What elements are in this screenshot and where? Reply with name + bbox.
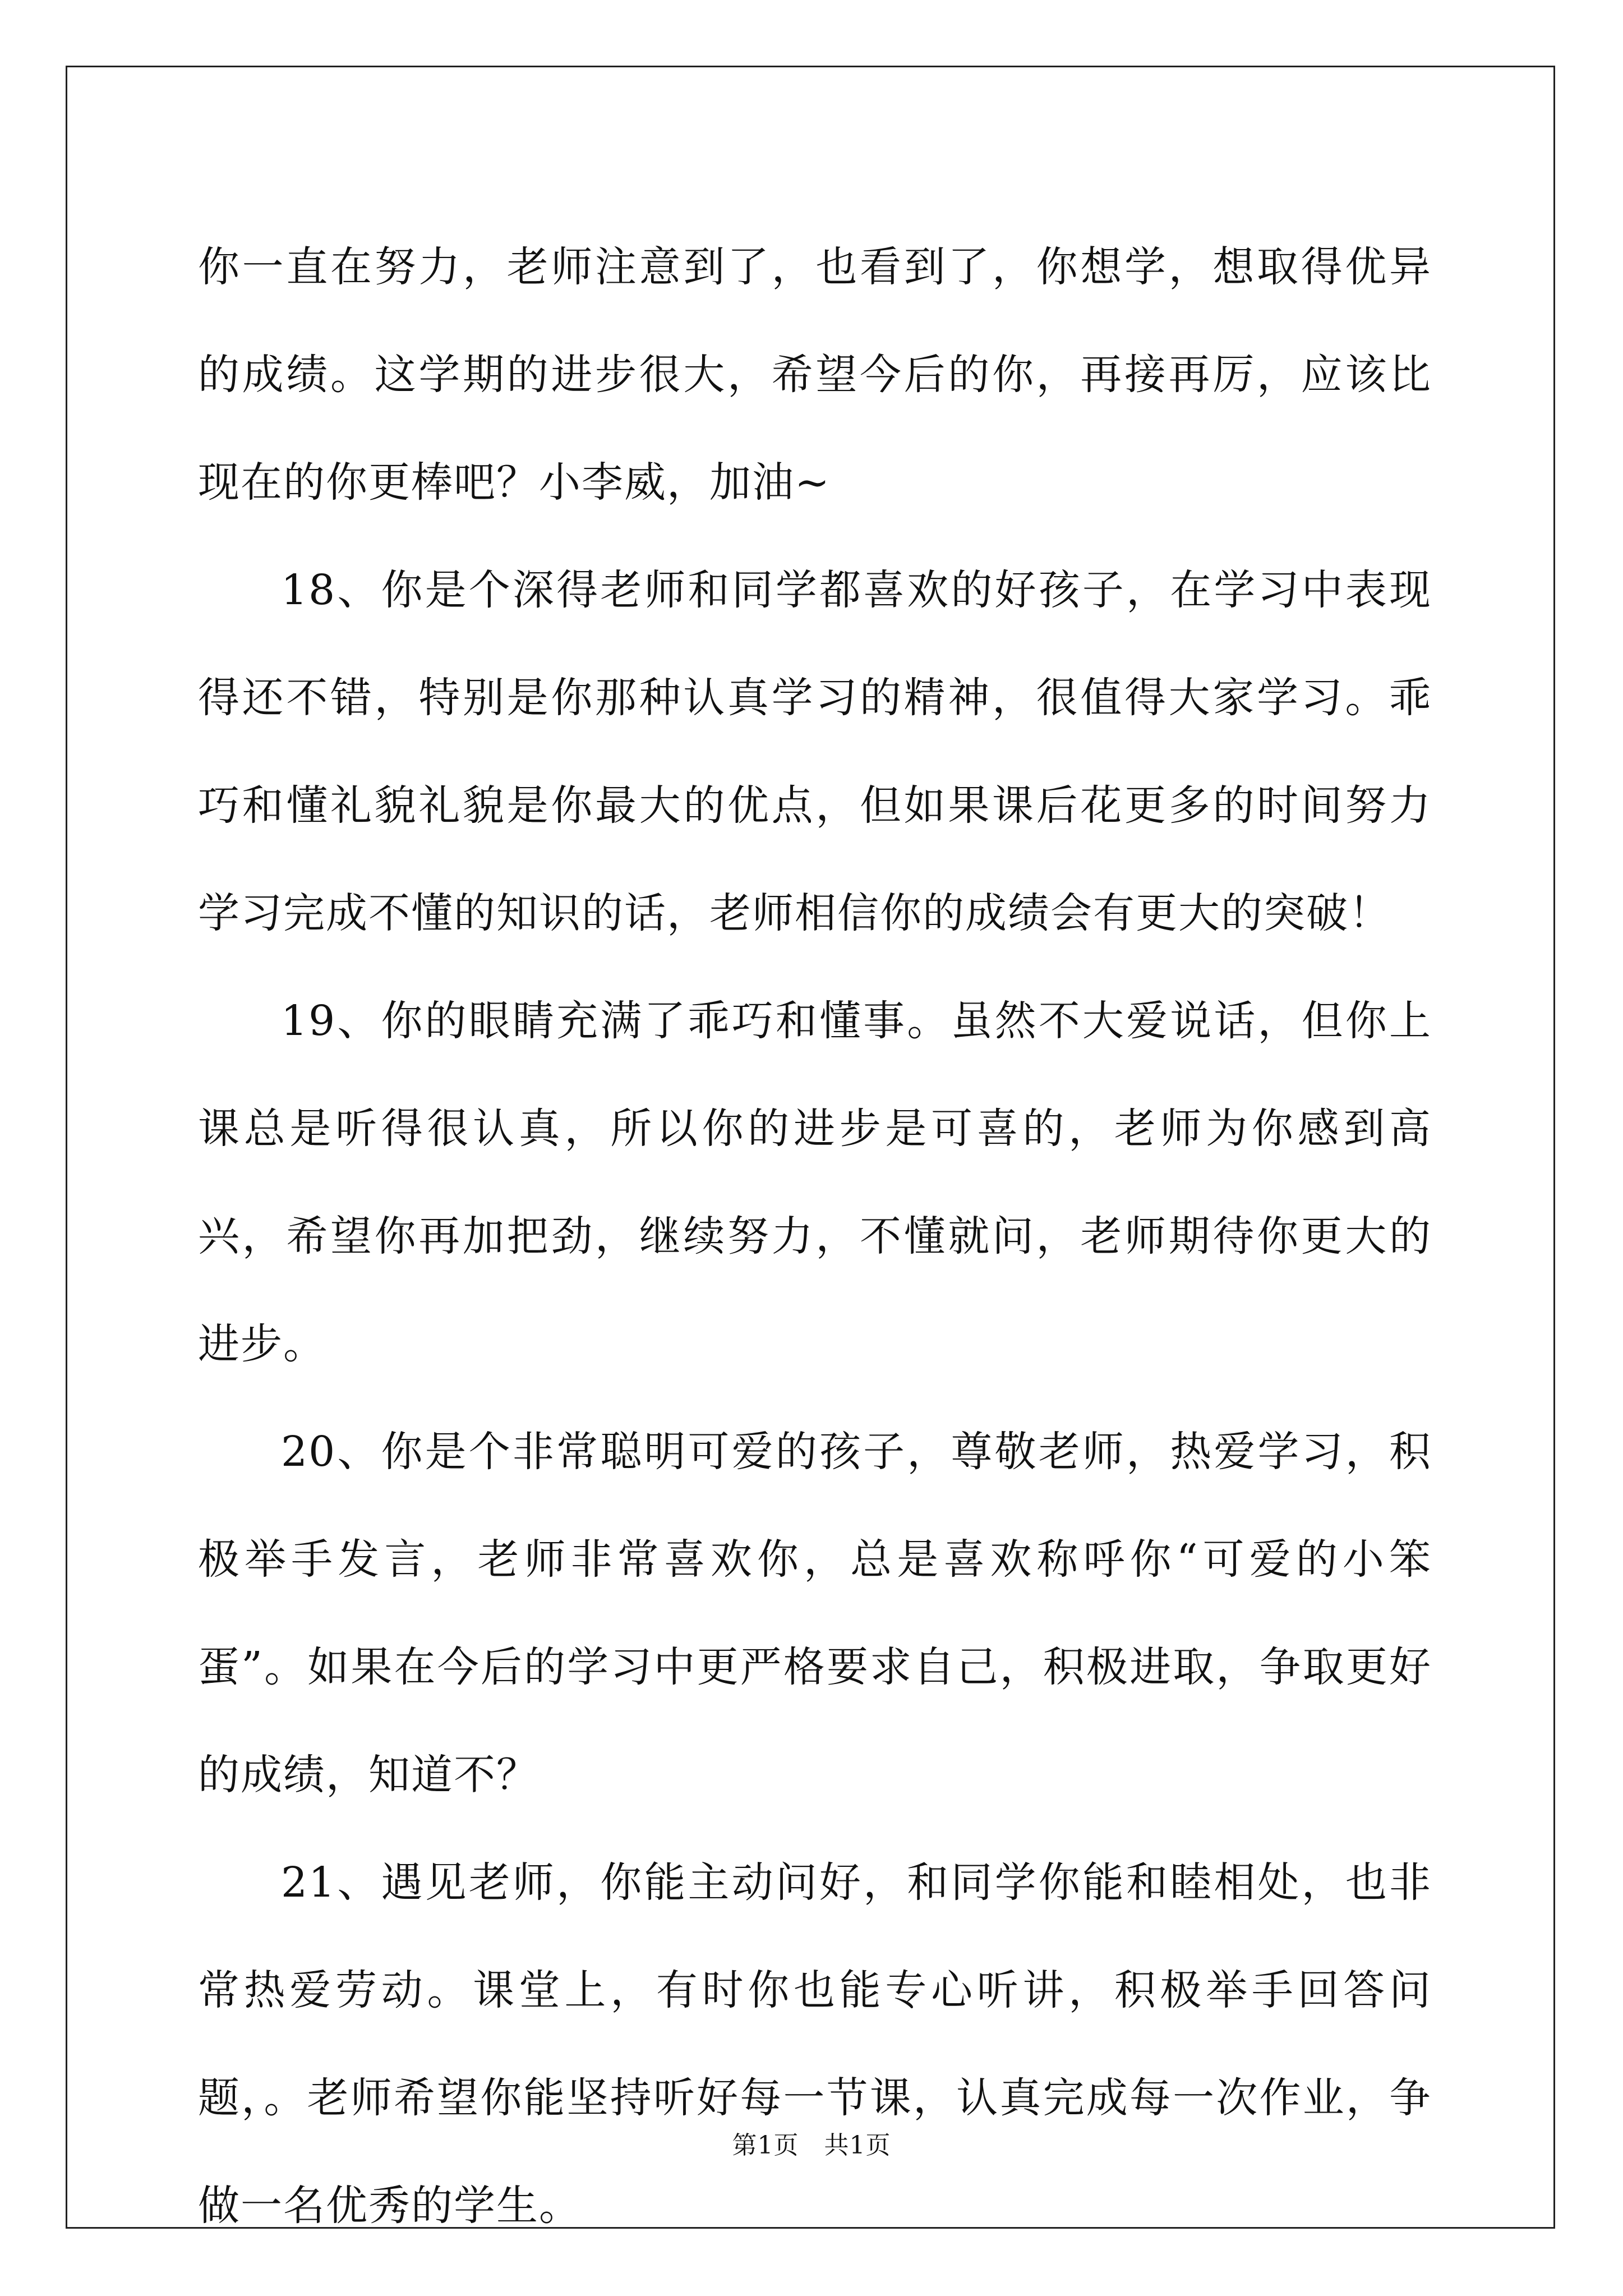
page-total: 共1页 <box>824 2131 891 2160</box>
page-number: 第1页 <box>732 2131 799 2160</box>
paragraph-19: 19、你的眼睛充满了乖巧和懂事。虽然不大爱说话，但你上课总是听得很认真，所以你的进步是可喜的，老师为你感到高兴，希望你再加把劲，继续努力，不懂就问，老师期待你更大的进步。 <box>198 997 1432 1368</box>
page-footer <box>0 2129 1623 2162</box>
paragraph-20: 20、你是个非常聪明可爱的孩子，尊敬老师，热爱学习，积极举手发言，老师非常喜欢你，总是喜欢称呼你“可爱的小笨蛋”。如果在今后的学习中更严格要求自己，积极进取，争取更好的成绩，知道不？ <box>198 1428 1432 1799</box>
paragraph-18: 18、你是个深得老师和同学都喜欢的好孩子，在学习中表现得还不错，特别是你那种认真学习的精神，很值得大家学习。乖巧和懂礼貌礼貌是你最大的优点，但如果课后花更多的时间努力学习完成不懂的知识的话，老师相信你的成绩会有更大的突破！ <box>198 566 1432 937</box>
paragraph-21: 21、遇见老师，你能主动问好，和同学你能和睦相处，也非常热爱劳动。课堂上，有时你也能专心听讲，积极举手回答问题，。老师希望你能坚持听好每一节课，认真完成每一次作业，争做一名优秀的学生。 <box>198 1858 1432 2230</box>
document-body <box>198 213 1432 2260</box>
paragraph-1: 你一直在努力，老师注意到了，也看到了，你想学，想取得优异的成绩。这学期的进步很大，希望今后的你，再接再厉，应该比现在的你更棒吧？小李威，加油~ <box>198 243 1432 507</box>
